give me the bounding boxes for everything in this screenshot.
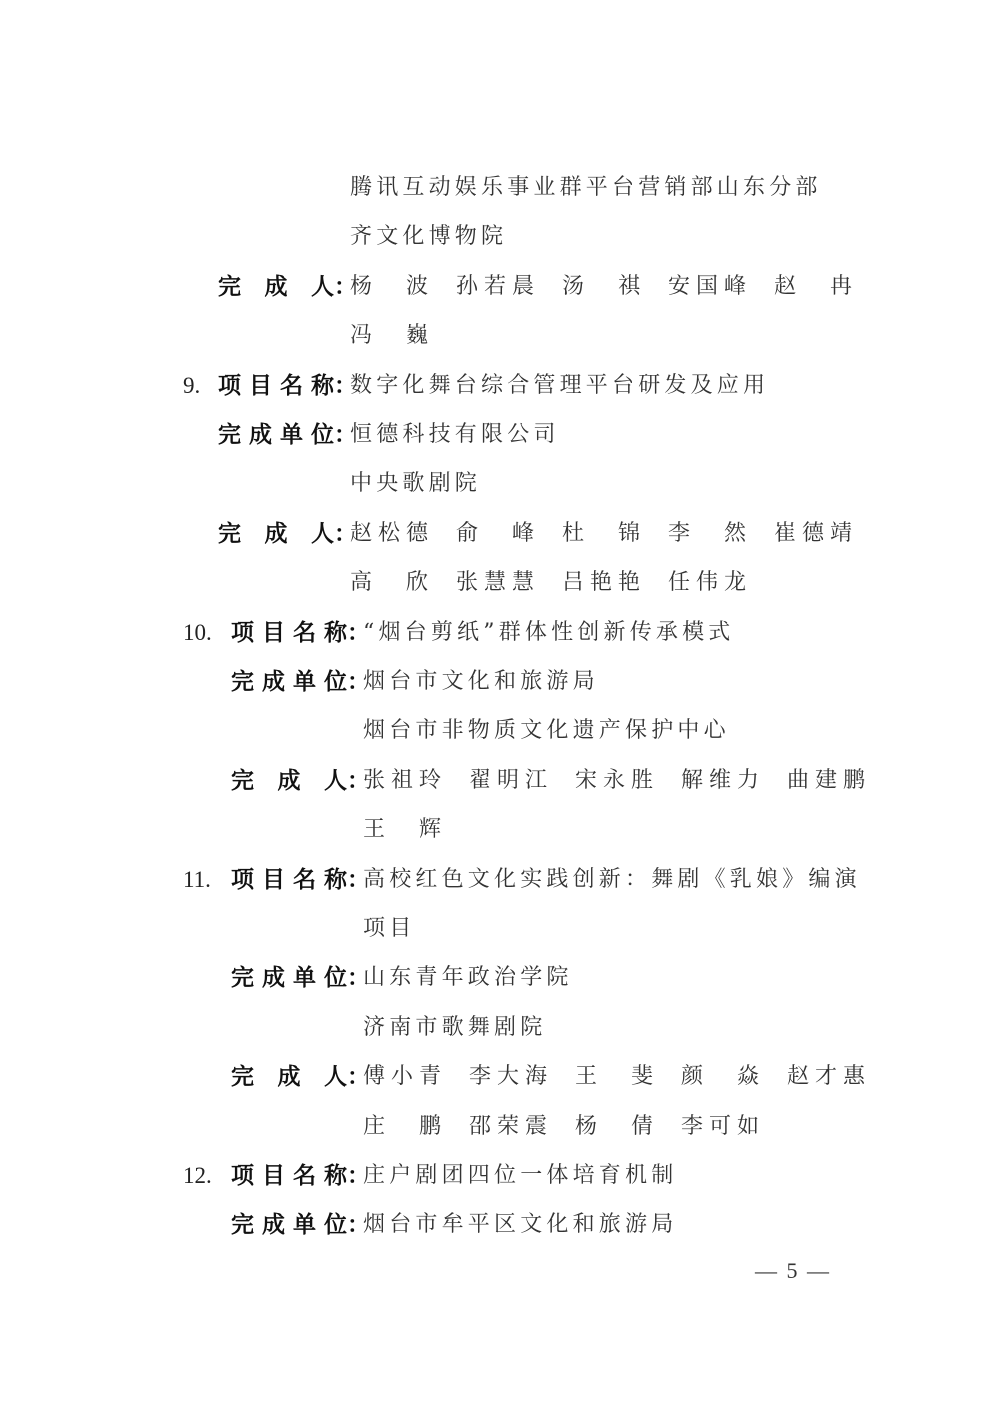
document-line [0,1062,1000,1092]
item-number: 10. [183,620,212,645]
person-label [231,766,370,796]
person-names [350,272,880,302]
person-name: 王斐 [575,1064,653,1089]
content-text: 腾讯互动娱乐事业群平台营销部山东分部 [350,175,822,200]
person-label [218,519,357,549]
project_name-label [231,865,370,895]
content-text: 济南市歌舞剧院 [363,1015,547,1040]
document-line [0,321,1000,351]
person-name: 赵松德 [350,521,428,546]
content-text: 高校红色文化实践创新：舞剧《乳娘》编演 [363,867,861,892]
person-name: 高欣 [350,570,428,595]
document-line [0,519,1000,549]
person-label-text: 完成人 [231,768,347,794]
unit-label-text: 完成单位 [231,965,347,991]
content-text: 烟台市牟平区文化和旅游局 [363,1212,678,1237]
document-line [0,173,1000,203]
document-line [0,1161,1000,1191]
person-name: 安国峰 [668,274,746,299]
person-label [218,272,357,302]
person-names [363,815,469,845]
content-text: 烟台市非物质文化遗产保护中心 [363,718,730,743]
item-number: 11. [183,867,211,892]
project_name-label [231,618,370,648]
label-colon: ： [347,1163,370,1189]
person-name: 张慧慧 [456,570,534,595]
person-name: 汤祺 [562,274,640,299]
document-line [0,914,1000,944]
label-colon: ： [334,521,357,547]
person-name: 赵冉 [774,274,852,299]
document-line [0,1013,1000,1043]
person-label-text: 完成人 [218,274,334,300]
person-name: 杨波 [350,274,428,299]
project_name-label [231,1161,370,1191]
item-number: 9. [183,373,201,398]
content-text: 庄户剧团四位一体培育机制 [363,1163,678,1188]
person-name: 王辉 [363,817,441,842]
document-line [0,371,1000,401]
document-line [0,618,1000,648]
label-colon: ： [347,669,370,695]
person-name: 解维力 [681,768,759,793]
document-line [0,667,1000,697]
document-line [0,568,1000,598]
label-colon: ： [347,867,370,893]
document-line [0,420,1000,450]
person-name: 赵才惠 [787,1064,865,1089]
document-line [0,469,1000,499]
document-line [0,766,1000,796]
project_name-label [218,371,357,401]
person-names [363,1062,893,1092]
person-names [350,519,880,549]
person-names [350,321,456,351]
content-text: 项目 [363,916,416,941]
content-text: 中央歌剧院 [350,471,482,496]
person-name: 冯巍 [350,323,428,348]
label-colon: ： [334,373,357,399]
project_name-label-text: 项目名称 [231,620,347,646]
project_name-label-text: 项目名称 [231,1163,347,1189]
unit-label [231,1210,370,1240]
unit-label [231,963,370,993]
person-name: 邵荣震 [469,1114,547,1139]
person-name: 傅小青 [363,1064,441,1089]
person-name: 宋永胜 [575,768,653,793]
unit-label-text: 完成单位 [231,1212,347,1238]
label-colon: ： [334,422,357,448]
unit-label-text: 完成单位 [231,669,347,695]
document-line [0,272,1000,302]
person-name: 杜锦 [562,521,640,546]
person-names [350,568,774,598]
content-text: 数字化舞台综合管理平台研发及应用 [350,373,770,398]
label-colon: ： [347,768,370,794]
page-number: — 5 — [755,1258,831,1283]
document-line [0,865,1000,895]
person-name: 张祖玲 [363,768,441,793]
project_name-label-text: 项目名称 [231,867,347,893]
person-name: 孙若晨 [456,274,534,299]
content-text: 恒德科技有限公司 [350,422,560,447]
label-colon: ： [347,620,370,646]
person-name: 任伟龙 [668,570,746,595]
document-line [0,963,1000,993]
person-names [363,766,893,796]
content-text: 齐文化博物院 [350,224,508,249]
label-colon: ： [334,274,357,300]
person-name: 李大海 [469,1064,547,1089]
content-text: 烟台市文化和旅游局 [363,669,599,694]
person-name: 翟明江 [469,768,547,793]
project_name-label-text: 项目名称 [218,373,334,399]
person-name: 杨倩 [575,1114,653,1139]
document-line [0,815,1000,845]
unit-label [231,667,370,697]
label-colon: ： [347,1212,370,1238]
person-name: 颜焱 [681,1064,759,1089]
document-line [0,1112,1000,1142]
document-line [0,716,1000,746]
unit-label [218,420,357,450]
unit-label-text: 完成单位 [218,422,334,448]
person-name: 李然 [668,521,746,546]
person-names [363,1112,787,1142]
item-number: 12. [183,1163,212,1188]
person-name: 崔德靖 [774,521,852,546]
person-label [231,1062,370,1092]
document-line [0,1210,1000,1240]
person-name: 庄鹏 [363,1114,441,1139]
document-line [0,222,1000,252]
person-name: 俞峰 [456,521,534,546]
label-colon: ： [347,965,370,991]
content-text: 山东青年政治学院 [363,965,573,990]
person-name: 吕艳艳 [562,570,640,595]
person-name: 曲建鹏 [787,768,865,793]
person-name: 李可如 [681,1114,759,1139]
person-label-text: 完成人 [231,1064,347,1090]
person-label-text: 完成人 [218,521,334,547]
content-text: “烟台剪纸”群体性创新传承模式 [363,620,735,645]
label-colon: ： [347,1064,370,1090]
